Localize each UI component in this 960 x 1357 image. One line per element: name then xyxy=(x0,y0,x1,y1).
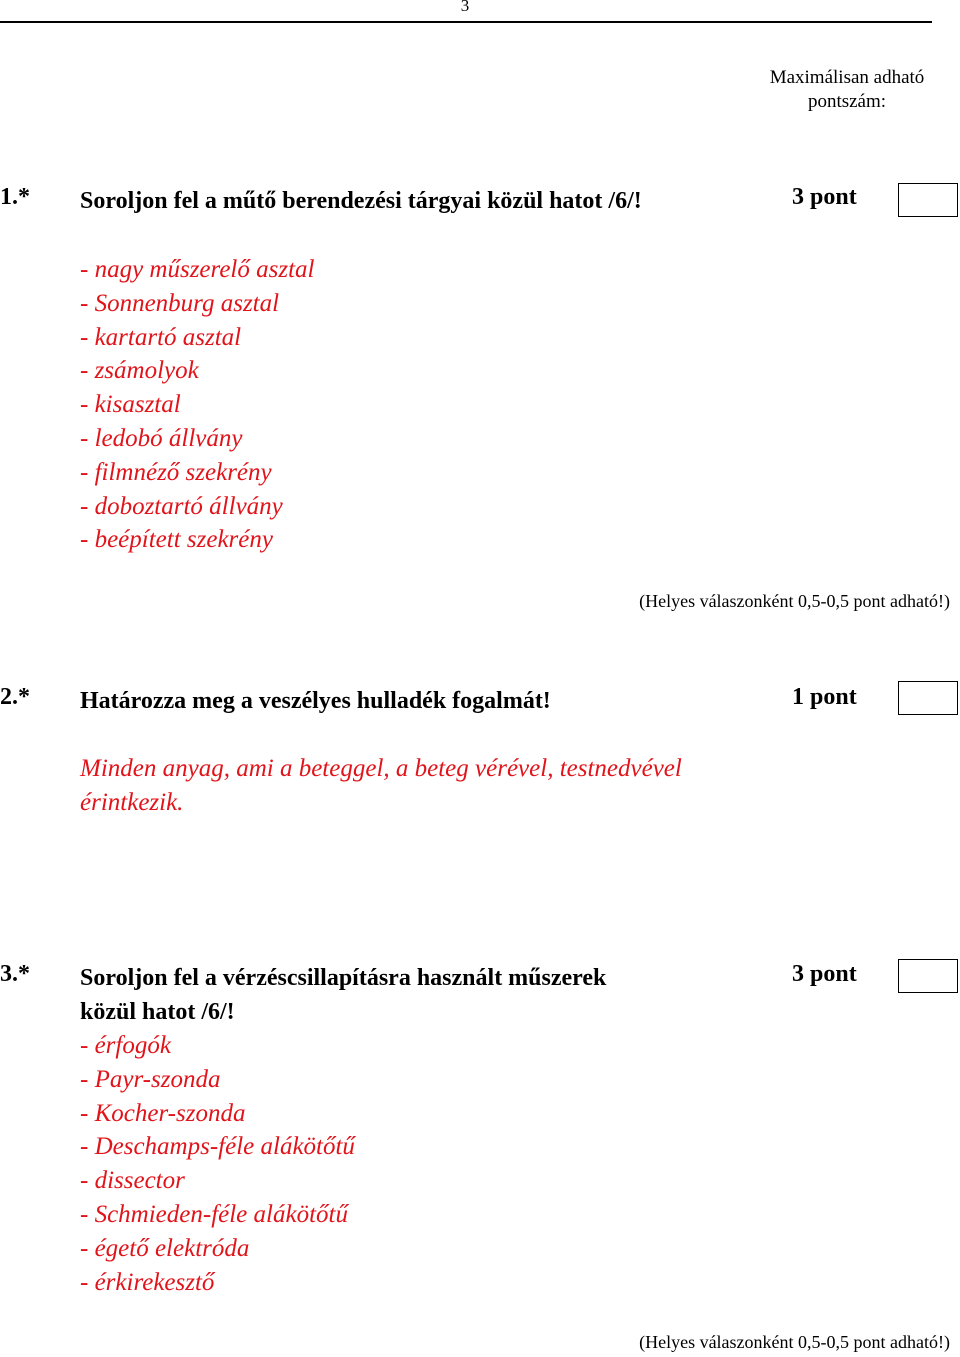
answer-item: - filmnéző szekrény xyxy=(80,458,272,486)
question-3-text xyxy=(80,961,606,1029)
question-3-answers xyxy=(80,1029,355,1299)
question-3-number: 3.* xyxy=(0,961,30,987)
question-3-scoring-note: (Helyes válaszonként 0,5-0,5 pont adható!) xyxy=(639,1332,950,1352)
answer-item: - Sonnenburg asztal xyxy=(80,289,280,317)
question-2-score-box[interactable] xyxy=(898,681,958,715)
question-3-text-line: Soroljon fel a vérzéscsillapításra használt műszerek xyxy=(80,965,607,991)
max-points-label-line2: pontszám: xyxy=(807,91,887,112)
question-1-points: 3 pont xyxy=(792,184,857,210)
answer-item: - Deschamps-féle alákötőtű xyxy=(80,1133,355,1161)
question-1-text xyxy=(80,184,642,218)
question-1-score-box[interactable] xyxy=(898,183,958,217)
question-1-scoring-note: (Helyes válaszonként 0,5-0,5 pont adható!) xyxy=(639,591,950,611)
question-2-points: 1 pont xyxy=(792,684,857,710)
answer-item: - ledobó állvány xyxy=(80,424,243,452)
answer-line: Minden anyag, ami a beteggel, a beteg vérével, testnedvével xyxy=(80,755,682,782)
question-3-text-line: közül hatot /6/! xyxy=(80,999,235,1025)
answer-item: - doboztartó állvány xyxy=(80,492,283,520)
question-1-answers xyxy=(80,253,314,557)
answer-item: - kartartó asztal xyxy=(80,323,242,351)
answer-item: - beépített szekrény xyxy=(80,526,273,554)
question-2-text-line: Határozza meg a veszélyes hulladék fogalmát! xyxy=(80,688,551,714)
answer-item: - zsámolyok xyxy=(80,357,199,385)
max-points-label-line1: Maximálisan adható xyxy=(769,67,925,88)
question-2-answers xyxy=(80,752,682,820)
max-points-label xyxy=(740,66,954,114)
answer-line: érintkezik. xyxy=(80,788,184,816)
question-3-points: 3 pont xyxy=(792,961,857,987)
answer-item: - Schmieden-féle alákötőtű xyxy=(80,1200,348,1228)
answer-item: - nagy műszerelő asztal xyxy=(80,256,315,283)
question-2-text xyxy=(80,684,551,718)
answer-item: - égető elektróda xyxy=(80,1234,250,1262)
answer-item: - kisasztal xyxy=(80,391,181,419)
question-1-text-line: Soroljon fel a műtő berendezési tárgyai közül hatot /6/! xyxy=(80,188,642,214)
answer-item: - érfogók xyxy=(80,1032,171,1059)
question-3-score-box[interactable] xyxy=(898,959,958,993)
header-rule xyxy=(0,21,932,23)
answer-item: - Kocher-szonda xyxy=(80,1099,246,1127)
answer-item: - dissector xyxy=(80,1167,185,1195)
answer-item: - Payr-szonda xyxy=(80,1065,221,1093)
answer-item: - érkirekesztő xyxy=(80,1268,215,1296)
page-number: 3 xyxy=(460,0,470,15)
question-2-number: 2.* xyxy=(0,684,30,710)
question-1-number: 1.* xyxy=(0,184,30,210)
